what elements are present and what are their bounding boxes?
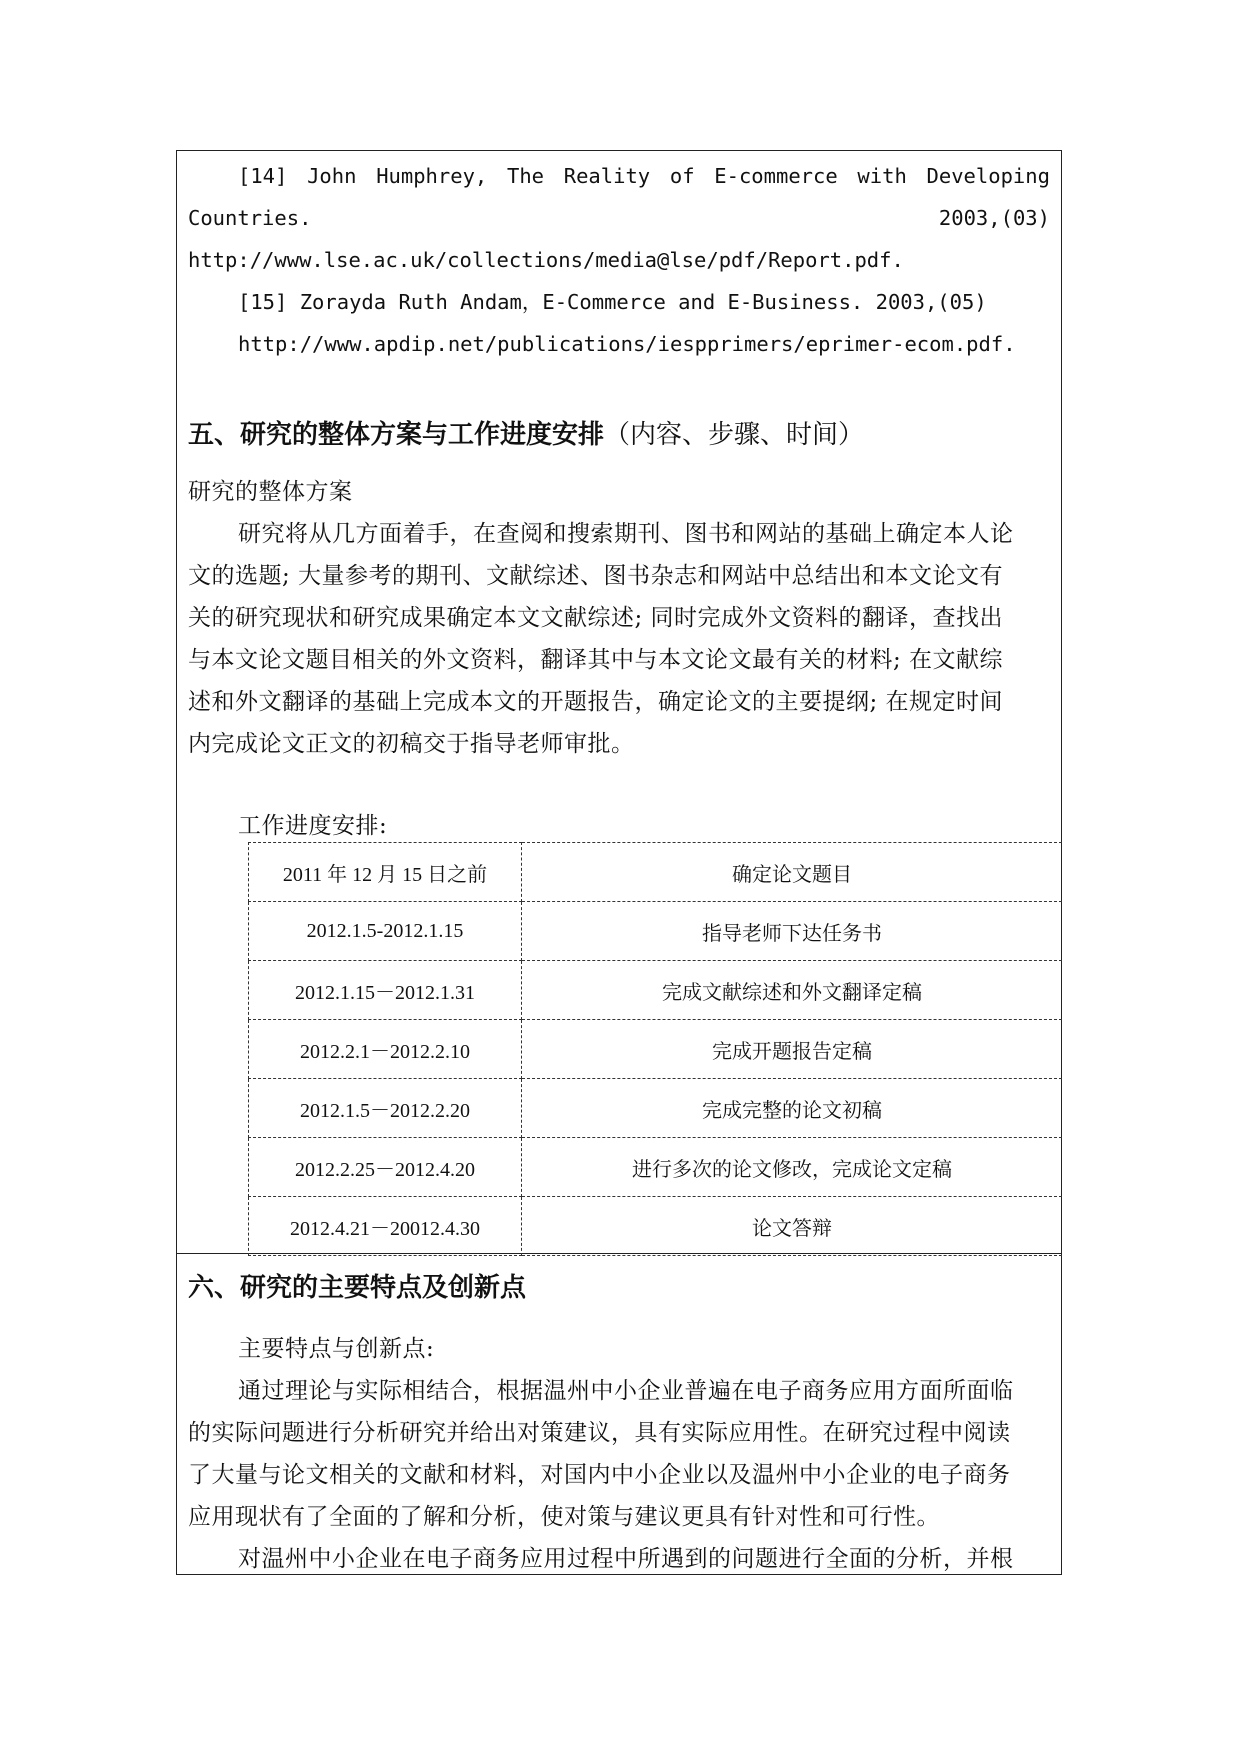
section-5-heading-text: 五、研究的整体方案与工作进度安排 xyxy=(188,420,605,450)
ref-word: Developing xyxy=(926,164,1050,188)
section-5-paragraph-line: 文的选题; 大量参考的期刊、文献综述、图书杂志和网站中总结出和本文论文有 xyxy=(188,563,1004,589)
schedule-task: 确定论文题目 xyxy=(522,843,1063,902)
schedule-row xyxy=(249,1197,1063,1256)
ref-word: John xyxy=(307,164,357,188)
ref-word: The xyxy=(507,164,545,188)
schedule-date: 2012.4.21－20012.4.30 xyxy=(249,1197,522,1256)
schedule-date: 2012.1.5-2012.1.15 xyxy=(249,902,522,961)
reference-14-line1 xyxy=(238,161,1050,191)
ref-year: 2003,(03) xyxy=(938,206,1050,230)
schedule-task: 完成文献综述和外文翻译定稿 xyxy=(522,961,1063,1020)
schedule-row xyxy=(249,1020,1063,1079)
section-5-subtitle: 研究的整体方案 xyxy=(188,479,353,505)
schedule-task: 完成完整的论文初稿 xyxy=(522,1079,1063,1138)
reference-15-line1: [15] Zorayda Ruth Andam，E-Commerce and E-Business. 2003,(05) xyxy=(238,290,987,314)
section-6-paragraph-line: 对温州中小企业在电子商务应用过程中所遇到的问题进行全面的分析，并根 xyxy=(238,1546,1014,1572)
section-5-paragraph-line: 述和外文翻译的基础上完成本文的开题报告，确定论文的主要提纲; 在规定时间 xyxy=(188,689,1004,715)
section-6-paragraph-line: 的实际问题进行分析研究并给出对策建议，具有实际应用性。在研究过程中阅读 xyxy=(188,1420,1011,1446)
ref-word: with xyxy=(857,164,907,188)
ref-word: E-commerce xyxy=(714,164,838,188)
schedule-row xyxy=(249,1079,1063,1138)
section-6-paragraph-line: 应用现状有了全面的了解和分析，使对策与建议更具有针对性和可行性。 xyxy=(188,1504,940,1530)
schedule-row xyxy=(249,1138,1063,1197)
section-5-paragraph-line: 内完成论文正文的初稿交于指导老师审批。 xyxy=(188,731,635,757)
schedule-date: 2012.1.15－2012.1.31 xyxy=(249,961,522,1020)
ref-word: Reality xyxy=(563,164,651,188)
schedule-label: 工作进度安排: xyxy=(238,813,388,839)
schedule-date: 2011 年 12 月 15 日之前 xyxy=(249,843,522,902)
schedule-date: 2012.2.1－2012.2.10 xyxy=(249,1020,522,1079)
section-5-paragraph-line: 研究将从几方面着手，在查阅和搜索期刊、图书和网站的基础上确定本人论 xyxy=(238,521,1014,547)
schedule-task: 进行多次的论文修改，完成论文定稿 xyxy=(522,1138,1063,1197)
section-6-heading: 六、研究的主要特点及创新点 xyxy=(188,1273,527,1303)
schedule-task: 论文答辩 xyxy=(522,1197,1063,1256)
section-5-paragraph-line: 与本文论文题目相关的外文资料，翻译其中与本文论文最有关的材料; 在文献综 xyxy=(188,647,1004,673)
ref-word: of xyxy=(669,164,695,188)
schedule-task: 完成开题报告定稿 xyxy=(522,1020,1063,1079)
schedule-date: 2012.2.25－2012.4.20 xyxy=(249,1138,522,1197)
schedule-row xyxy=(249,843,1063,902)
schedule-date: 2012.1.5－2012.2.20 xyxy=(249,1079,522,1138)
section-5-heading-paren: （内容、步骤、时间） xyxy=(604,420,865,450)
reference-15-url: http://www.apdip.net/publications/iespprimers/eprimer-ecom.pdf. xyxy=(238,332,1016,356)
section-6-subtitle: 主要特点与创新点: xyxy=(238,1336,435,1362)
ref-word: Humphrey, xyxy=(376,164,488,188)
ref-countries: Countries. xyxy=(188,206,312,230)
ref-word: [14] xyxy=(238,164,288,188)
section-5-paragraph-line: 关的研究现状和研究成果确定本文文献综述; 同时完成外文资料的翻译，查找出 xyxy=(188,605,1004,631)
schedule-row xyxy=(249,961,1063,1020)
section-6-paragraph-line: 通过理论与实际相结合，根据温州中小企业普遍在电子商务应用方面所面临 xyxy=(238,1378,1014,1404)
schedule-task: 指导老师下达任务书 xyxy=(522,902,1063,961)
section-5-heading xyxy=(188,420,864,450)
schedule-row xyxy=(249,902,1063,961)
section-6-paragraph-line: 了大量与论文相关的文献和材料，对国内中小企业以及温州中小企业的电子商务 xyxy=(188,1462,1011,1488)
reference-14-url: http://www.lse.ac.uk/collections/media@lse/pdf/Report.pdf. xyxy=(188,248,904,272)
reference-14-line2 xyxy=(188,203,1050,233)
schedule-table xyxy=(248,842,1062,1256)
